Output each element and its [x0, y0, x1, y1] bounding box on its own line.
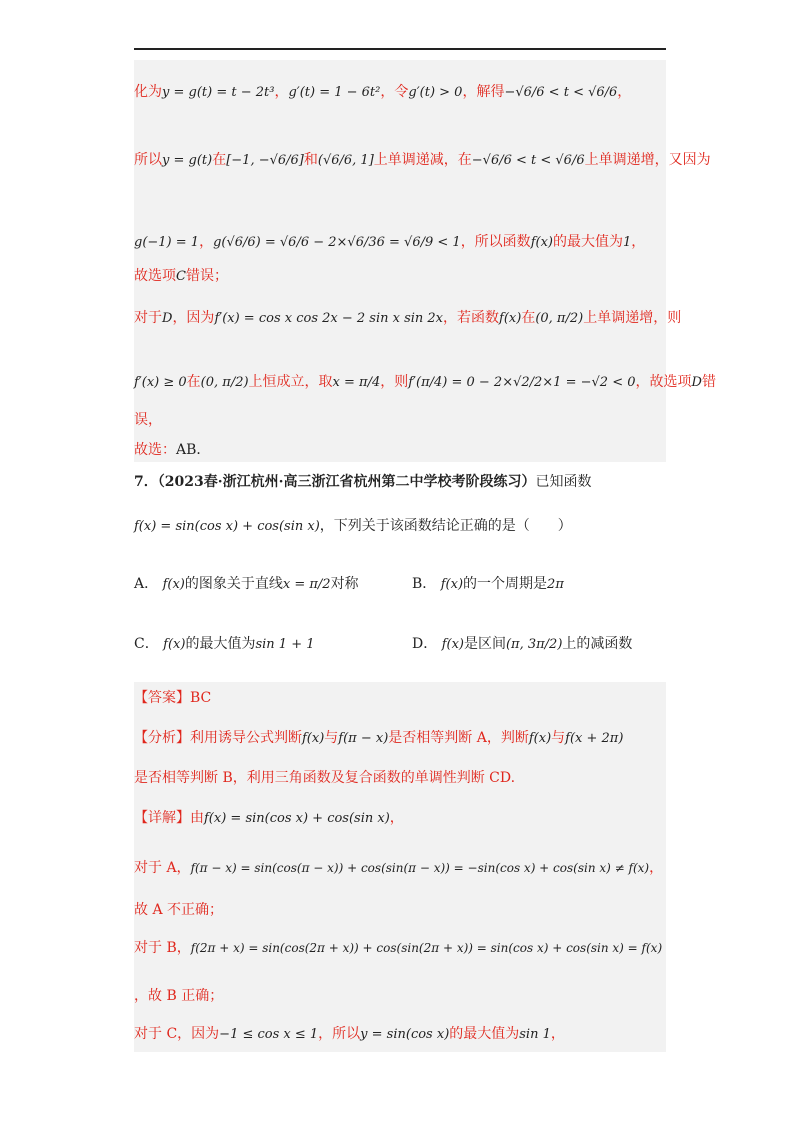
- sol-line-8: [134, 440, 210, 460]
- question-header: [134, 472, 591, 492]
- formula: (0, π/2): [200, 375, 249, 390]
- text: 的一个周期是: [463, 576, 548, 592]
- text: 是否相等判断 A，判断: [388, 730, 529, 746]
- formula: f(π − x): [338, 731, 389, 746]
- analysis-line-1: [134, 728, 623, 749]
- text: ，若函数: [443, 310, 500, 326]
- text: 所以: [134, 152, 162, 168]
- detail-b-conclusion: [134, 986, 223, 1006]
- question-source: （2023春·浙江杭州·高三浙江省杭州第二中学校考阶段练习）: [157, 474, 536, 490]
- text: ，故 B 正确；: [134, 988, 224, 1004]
- text: 和: [303, 152, 318, 168]
- detail-a: [134, 858, 663, 878]
- text: 与: [324, 730, 339, 746]
- option-a: [134, 574, 359, 595]
- text: 错误；: [185, 268, 228, 284]
- text: 上单调递增，又因为: [584, 152, 711, 168]
- sol-line-4: [134, 266, 228, 287]
- text: ，因为: [172, 310, 215, 326]
- text: 在: [212, 152, 227, 168]
- text: 的最大值为: [552, 234, 623, 250]
- text: 的最大值为: [185, 636, 256, 652]
- sol-line-2: [134, 150, 711, 171]
- formula: f′(x) ≥ 0: [134, 375, 187, 390]
- formula: (0, π/2): [535, 311, 584, 326]
- text: ，所以: [318, 1026, 361, 1042]
- text: 误，: [134, 412, 162, 428]
- question-number: 7．: [134, 474, 158, 490]
- text: ，: [389, 810, 404, 826]
- text: 是否相等判断 B，利用三角函数及复合函数的单调性判断 CD.: [134, 770, 516, 786]
- text: 的图象关于直线: [184, 576, 283, 592]
- formula: f(x) = sin(cos x) + cos(sin x): [134, 519, 320, 534]
- text: 是区间: [463, 636, 506, 652]
- sol-line-5: [134, 308, 681, 329]
- question-stem-2: ，下列关于该函数结论正确的是（ ）: [319, 518, 572, 534]
- formula: f(x): [302, 731, 325, 746]
- text: 在: [186, 374, 201, 390]
- text: ，: [631, 234, 646, 250]
- formula: g′(t) = 1 − 6t²: [288, 85, 381, 100]
- detail-tag: 【详解】: [134, 810, 190, 826]
- formula: f(x): [441, 637, 464, 652]
- formula: g(√6/6) = √6/6 − 2×√6/36 = √6/9 < 1: [213, 235, 461, 250]
- text: 对称: [330, 576, 359, 592]
- answer-value: BC: [190, 690, 212, 706]
- formula: f(x): [163, 637, 186, 652]
- text: 上单调递减，在: [373, 152, 472, 168]
- formula: f(2π + x) = sin(cos(2π + x)) + cos(sin(2π + x)) = sin(cos x) + cos(sin x) = f(x): [190, 941, 663, 955]
- formula: g′(t) > 0: [408, 85, 463, 100]
- text: 由: [190, 810, 204, 826]
- formula: D: [691, 375, 702, 390]
- formula: f(x): [528, 731, 552, 746]
- option-label: B．: [412, 576, 437, 592]
- text: ，: [274, 84, 289, 100]
- option-c: [134, 634, 315, 655]
- formula: g(−1) = 1: [134, 235, 200, 250]
- formula: f(x + 2π): [565, 731, 624, 746]
- sol-line-6: [134, 372, 716, 393]
- text: ，: [617, 84, 632, 100]
- formula: x = π/2: [282, 577, 331, 592]
- analysis-line-2: [134, 768, 515, 788]
- detail-a-conclusion: [134, 900, 223, 920]
- text: 与: [551, 730, 566, 746]
- text: ，解得: [462, 84, 505, 100]
- sol-line-1: [134, 82, 631, 103]
- option-label: C．: [134, 636, 159, 652]
- text: 利用诱导公式判断: [190, 730, 302, 746]
- header-rule: [134, 48, 666, 50]
- text: ，故选项: [635, 374, 692, 390]
- text: 上的减函数: [562, 636, 633, 652]
- sol-line-3: [134, 232, 645, 253]
- detail-line-1: [134, 808, 404, 829]
- text: 故选项: [134, 268, 176, 284]
- formula: f′(x) = cos x cos 2x − 2 sin x sin 2x: [214, 311, 444, 326]
- formula: [−1, −√6/6]: [226, 153, 304, 168]
- text: 在: [521, 310, 536, 326]
- formula: 2π: [547, 577, 564, 592]
- formula: f(x): [440, 577, 464, 592]
- formula: C: [176, 269, 186, 284]
- formula: f(x): [499, 311, 522, 326]
- text: 对于 C，因为: [134, 1026, 220, 1042]
- formula: y = sin(cos x): [360, 1027, 450, 1042]
- formula: y = g(t): [162, 153, 213, 168]
- option-b: [412, 574, 564, 595]
- question-stem: 已知函数: [535, 474, 592, 490]
- analysis-tag: 【分析】: [134, 730, 190, 746]
- solution-block-top: [134, 60, 666, 462]
- option-label: A．: [134, 576, 159, 592]
- text: 对于: [134, 310, 162, 326]
- formula: sin 1: [519, 1027, 551, 1042]
- detail-c: [134, 1024, 565, 1045]
- text: ，: [550, 1026, 565, 1042]
- sol-line-7: [134, 410, 162, 430]
- option-d: [412, 634, 632, 655]
- formula: D: [162, 311, 173, 326]
- formula: −√6/6 < t < √6/6: [471, 153, 585, 168]
- text: 上恒成立，取: [248, 374, 333, 390]
- detail-b: [134, 938, 662, 958]
- formula: f(x): [162, 577, 185, 592]
- text: 对于 A，: [134, 860, 191, 876]
- formula: (√6/6, 1]: [317, 153, 374, 168]
- text: 故 A 不正确；: [134, 902, 224, 918]
- text: 化为: [134, 84, 162, 100]
- text: 上单调递增，则: [583, 310, 682, 326]
- formula: sin 1 + 1: [255, 637, 315, 652]
- formula: f(π − x) = sin(cos(π − x)) + cos(sin(π − x)) = −sin(cos x) + cos(sin x) ≠ f(x): [190, 861, 650, 875]
- text: 错: [701, 374, 716, 390]
- formula: y = g(t) = t − 2t³: [162, 85, 275, 100]
- text: ，令: [380, 84, 409, 100]
- formula: f(x): [530, 235, 553, 250]
- text: AB．: [176, 442, 211, 458]
- answer-tag: 【答案】: [134, 690, 190, 706]
- formula: 1: [622, 235, 632, 250]
- answer-line: [134, 688, 211, 708]
- text: 故选：: [134, 442, 176, 458]
- formula: (π, 3π/2): [505, 637, 563, 652]
- formula: f′(π/4) = 0 − 2×√2/2×1 = −√2 < 0: [408, 375, 636, 390]
- text: ，所以函数: [460, 234, 531, 250]
- text: ，: [649, 860, 664, 876]
- formula: −√6/6 < t < √6/6: [504, 85, 618, 100]
- formula: −1 ≤ cos x ≤ 1: [219, 1027, 319, 1042]
- text: ，则: [380, 374, 409, 390]
- option-label: D．: [412, 636, 438, 652]
- text: 的最大值为: [449, 1026, 520, 1042]
- question-function: [134, 516, 572, 537]
- text: ，: [199, 234, 214, 250]
- formula: f(x) = sin(cos x) + cos(sin x): [204, 811, 390, 826]
- text: 对于 B，: [134, 940, 191, 956]
- formula: x = π/4: [332, 375, 381, 390]
